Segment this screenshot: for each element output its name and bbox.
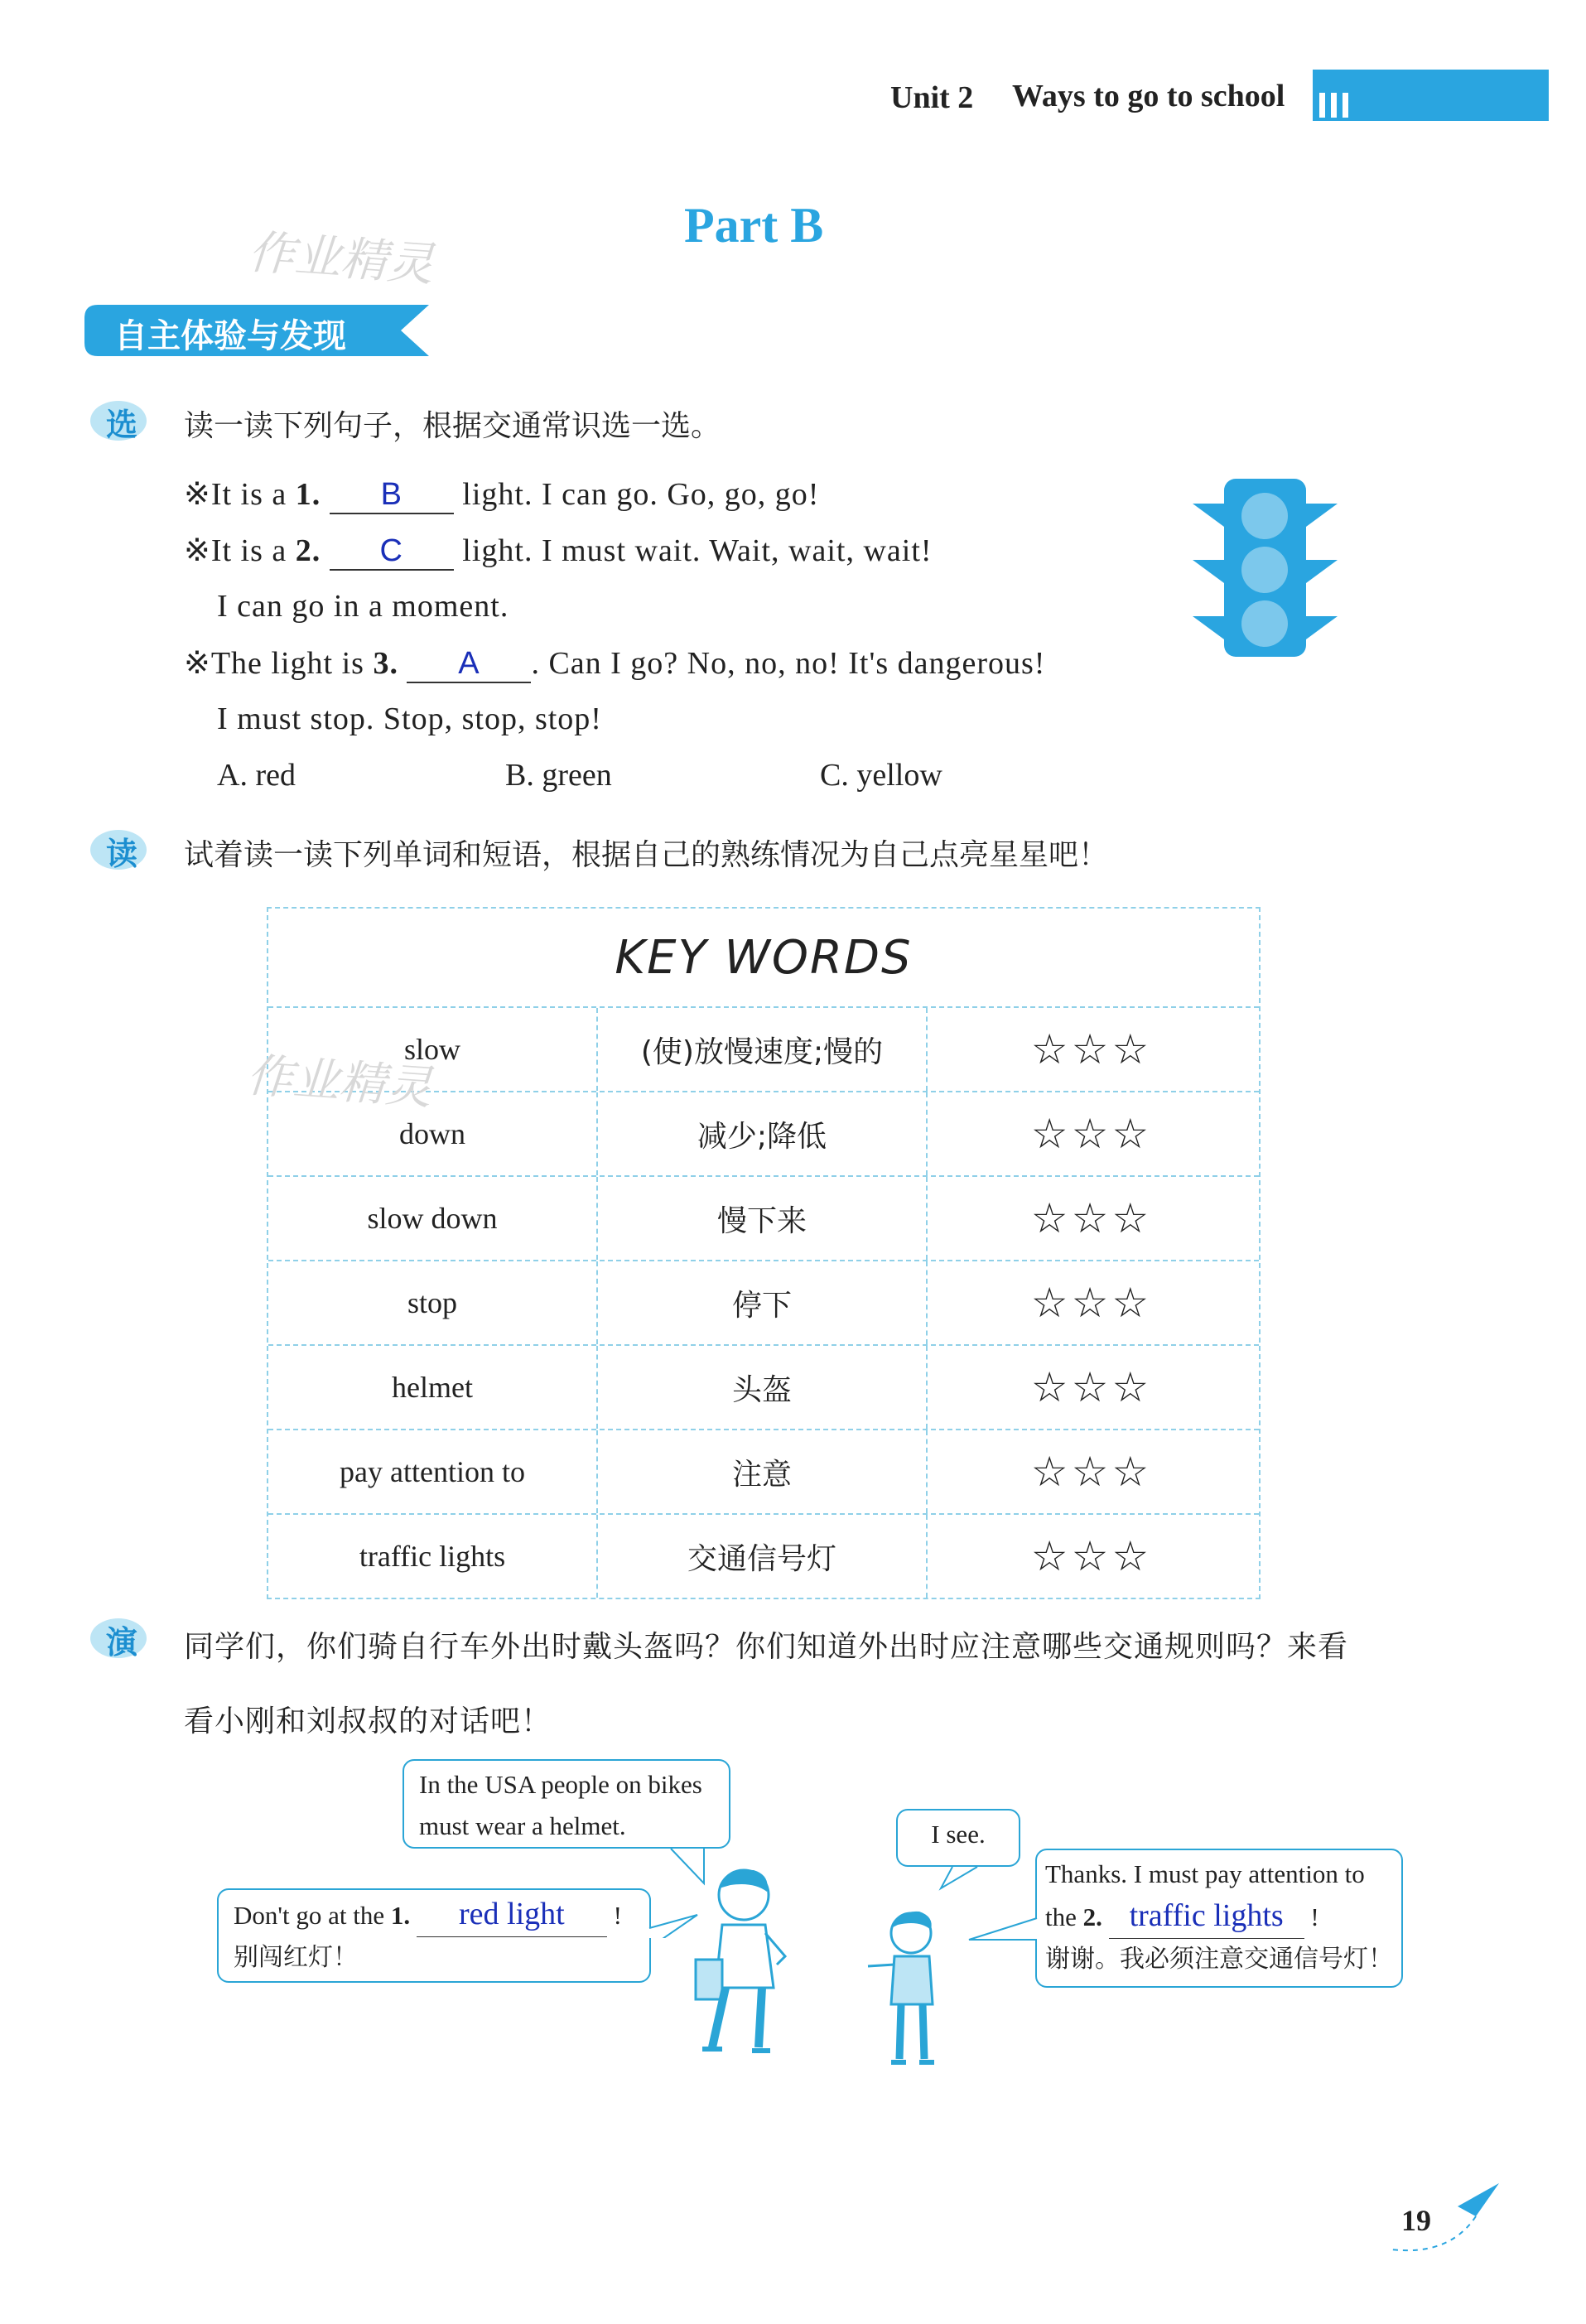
paper-plane-icon bbox=[1383, 2173, 1507, 2264]
header-bar bbox=[1313, 70, 1549, 121]
watermark: 作业精灵 bbox=[246, 225, 436, 292]
meaning-cell: 慢下来 bbox=[598, 1177, 928, 1260]
meaning-cell: 停下 bbox=[598, 1261, 928, 1344]
bubble-text: Don't go at the bbox=[234, 1901, 391, 1930]
traffic-light-icon bbox=[1193, 479, 1338, 657]
header-unit: Unit 2 bbox=[890, 80, 974, 115]
table-row bbox=[268, 1429, 1259, 1513]
choose-line-5: I must stop. Stop, stop, stop! bbox=[217, 702, 602, 736]
page-title: Part B bbox=[684, 198, 824, 253]
line-num: 2. bbox=[295, 533, 321, 568]
read-icon-glyph: 读 bbox=[106, 836, 138, 872]
line-prefix: ※It is a bbox=[184, 477, 296, 512]
word-cell: traffic lights bbox=[268, 1515, 598, 1598]
meaning-cell: 交通信号灯 bbox=[598, 1515, 928, 1598]
table-title: KEY WORDS bbox=[615, 930, 913, 985]
bubble-text: ! bbox=[1310, 1902, 1319, 1931]
stars-rating[interactable]: ☆☆☆ bbox=[1030, 1110, 1153, 1158]
act-section-icon bbox=[89, 1613, 147, 1660]
read-section-icon bbox=[89, 825, 147, 871]
meaning-cell: (使)放慢速度;慢的 bbox=[598, 1008, 928, 1091]
choose-line-2 bbox=[184, 532, 933, 571]
answer-traffic-lights: traffic lights bbox=[1129, 1898, 1284, 1933]
word-cell: down bbox=[268, 1092, 598, 1175]
bubble-num: 1. bbox=[390, 1901, 411, 1930]
line-prefix: ※It is a bbox=[184, 533, 296, 568]
header-title: Ways to go to school bbox=[1012, 79, 1285, 113]
page-number: 19 bbox=[1401, 2204, 1431, 2237]
act-icon-glyph: 演 bbox=[106, 1624, 138, 1661]
uncle-left-bubble bbox=[217, 1888, 651, 1983]
bubble-line bbox=[234, 1893, 634, 1937]
bubble-text: ! bbox=[613, 1901, 622, 1930]
bubble-line bbox=[1045, 1895, 1393, 1939]
meaning-cell: 减少;降低 bbox=[598, 1092, 928, 1175]
bubble-num: 2. bbox=[1082, 1902, 1102, 1931]
option-b: B. green bbox=[505, 758, 612, 793]
meaning-cell: 头盔 bbox=[598, 1346, 928, 1429]
watermark: 作业精灵 bbox=[244, 1049, 434, 1116]
answer-1: B bbox=[380, 477, 403, 512]
stars-rating[interactable]: ☆☆☆ bbox=[1030, 1363, 1153, 1411]
meaning-cell: 注意 bbox=[598, 1430, 928, 1513]
stars-rating[interactable]: ☆☆☆ bbox=[1030, 1532, 1153, 1580]
bubble-line: In the USA people on bikes bbox=[419, 1770, 702, 1799]
bubble-text: the bbox=[1045, 1902, 1083, 1931]
key-words-table bbox=[267, 907, 1261, 1599]
line-suffix: . Can I go? No, no, no! It's dangerous! bbox=[531, 646, 1046, 681]
table-row bbox=[268, 1260, 1259, 1344]
section-banner bbox=[81, 301, 437, 359]
boy-figure-icon bbox=[861, 1905, 952, 2071]
answer-red-light: red light bbox=[458, 1897, 565, 1931]
table-row bbox=[268, 1175, 1259, 1260]
option-c: C. yellow bbox=[820, 758, 942, 793]
line-prefix: ※The light is bbox=[184, 646, 374, 681]
uncle-figure-icon bbox=[679, 1864, 803, 2062]
answer-3: A bbox=[458, 646, 480, 681]
word-cell: stop bbox=[268, 1261, 598, 1344]
choose-icon-glyph: 选 bbox=[106, 407, 138, 443]
bubble-line-cn: 谢谢。我必须注意交通信号灯！ bbox=[1045, 1945, 1393, 1974]
bubble-line: must wear a helmet. bbox=[419, 1811, 626, 1840]
section-banner-label: 自主体验与发现 bbox=[114, 317, 346, 355]
answer-2: C bbox=[379, 533, 403, 568]
act-instruction-line-2: 看小刚和刘叔叔的对话吧！ bbox=[184, 1704, 552, 1738]
table-row bbox=[268, 1344, 1259, 1429]
line-suffix: light. I must wait. Wait, wait, wait! bbox=[453, 533, 933, 568]
choose-line-1 bbox=[184, 475, 819, 514]
choose-section-icon bbox=[89, 396, 147, 442]
option-a: A. red bbox=[217, 758, 296, 793]
line-suffix: light. I can go. Go, go, go! bbox=[453, 477, 820, 512]
stars-rating[interactable]: ☆☆☆ bbox=[1030, 1025, 1153, 1073]
line-num: 1. bbox=[295, 477, 321, 512]
word-cell: pay attention to bbox=[268, 1430, 598, 1513]
word-cell: slow bbox=[268, 1008, 598, 1091]
read-instruction: 试着读一读下列单词和短语，根据自己的熟练情况为自己点亮星星吧！ bbox=[184, 838, 1109, 872]
line-num: 3. bbox=[373, 646, 398, 681]
boy-right-bubble bbox=[1035, 1849, 1403, 1988]
stars-rating[interactable]: ☆☆☆ bbox=[1030, 1448, 1153, 1496]
bubble-line-cn: 别闯红灯！ bbox=[234, 1943, 358, 1972]
word-cell: helmet bbox=[268, 1346, 598, 1429]
choose-line-3: I can go in a moment. bbox=[217, 589, 509, 624]
act-instruction-line-1: 同学们，你们骑自行车外出时戴头盔吗？你们知道外出时应注意哪些交通规则吗？来看 bbox=[184, 1630, 1349, 1664]
choose-instruction: 读一读下列句子，根据交通常识选一选。 bbox=[184, 409, 721, 443]
bubble-line: Thanks. I must pay attention to bbox=[1045, 1859, 1365, 1888]
stars-rating[interactable]: ☆☆☆ bbox=[1030, 1279, 1153, 1327]
bubble-line: I see. bbox=[931, 1820, 986, 1849]
stars-rating[interactable]: ☆☆☆ bbox=[1030, 1194, 1153, 1242]
choose-line-4 bbox=[184, 644, 1045, 683]
table-row bbox=[268, 1513, 1259, 1598]
word-cell: slow down bbox=[268, 1177, 598, 1260]
